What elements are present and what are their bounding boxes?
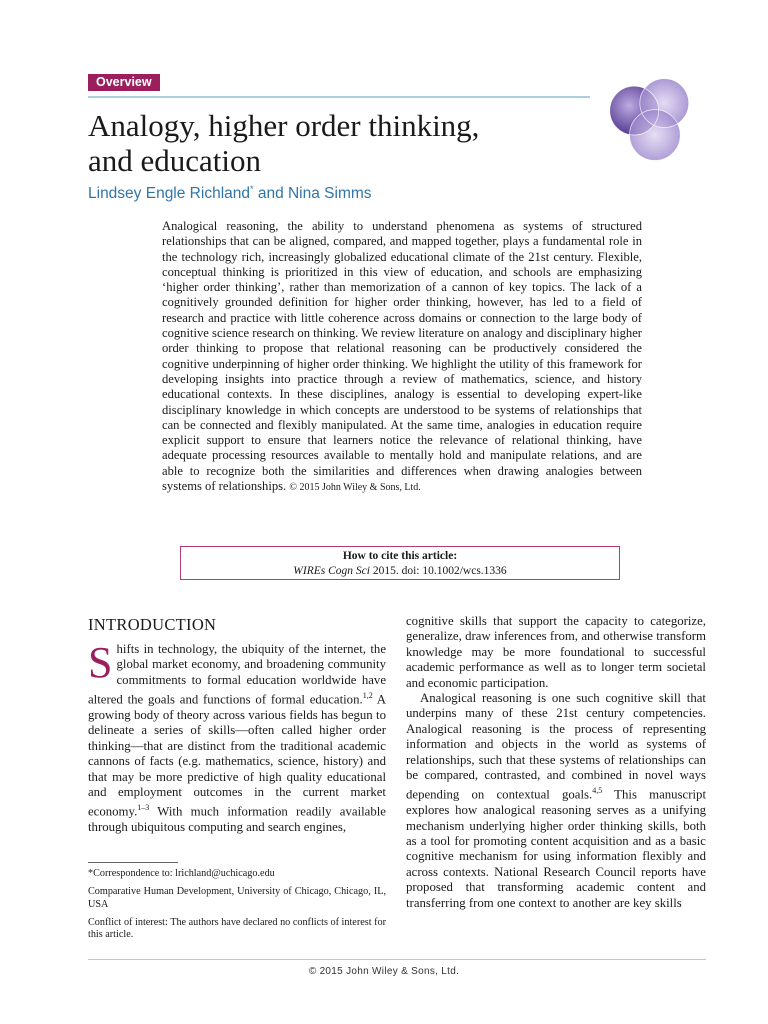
conflict-footnote: Conflict of interest: The authors have declared no conflicts of interest for this article. (88, 916, 386, 941)
intro-paragraph-1-continued: cognitive skills that support the capacity to categorize, generalize, draw inferences from, and otherwise transform knowledge may be more foundational to successful academic performance as well as to longer term societal and economic participation. (406, 614, 706, 690)
intro-p1-part-a: hifts in technology, the ubiquity of the internet, the global market economy, and broadening community commitments to formal education worldwide have altered the goals and functions of formal education. (88, 642, 386, 707)
abstract-copyright: © 2015 John Wiley & Sons, Ltd. (289, 482, 421, 494)
intro-paragraph-1 (88, 638, 386, 835)
intro-p2-part-b: This manuscript explores how analogical reasoning serves as a unifying mechanism underlying higher order thinking skills, both as a tool for promoting content acquisition and as a basic cognitive mechanism for using information flexibly and across contexts. National Research Council reports have proposed that transforming academic content and transferring from one context to another are key skills (406, 787, 706, 910)
page-footer: © 2015 John Wiley & Sons, Ltd. (308, 966, 460, 977)
intro-p2-part-a: Analogical reasoning is one such cognitive skill that underpins many of these 21st century competencies. Analogical reasoning is the process of representing information and objects in the world as systems of relationships, such that these systems of relationships can be compared, contrasted, and combined in novel ways depending on contextual goals. (406, 691, 706, 802)
intro-p1-part-c: With much information readily available through ubiquitous computing and search engines, (88, 804, 386, 834)
citation-box (180, 546, 620, 580)
correspondence-footnote[interactable]: *Correspondence to: lrichland@uchicago.edu (88, 868, 275, 879)
author-join[interactable]: and Nina Simms (253, 185, 372, 203)
drop-cap: S (88, 638, 113, 687)
reference-link-2[interactable]: 1–3 (137, 803, 150, 813)
introduction-heading: INTRODUCTION (88, 615, 217, 634)
citation-heading: How to cite this article: (342, 550, 458, 562)
article-title (88, 108, 588, 178)
citation-journal: WIREs Cogn Sci (293, 565, 370, 577)
footnote-rule (88, 862, 178, 863)
left-column (88, 614, 386, 835)
abstract-text: Analogical reasoning, the ability to understand phenomena as systems of structured relationships that can be aligned, compared, and mapped together, plays a fundamental role in the technology rich, increasingly globalized educational climate of the 21st century. Flexible, conceptual thinking is prioritized in this view of education, and schools are emphasizing ‘higher order thinking’, rather than memorization of a cannon of key topics. The lack of a cognitively grounded definition for higher order thinking, however, has led to a field of research and practice with little coherence across domains or connection to the large body of cognitive science research on thinking. We review literature on analogy and disciplinary higher order thinking to propose that relational reasoning can be productively considered the cognitive underpinning of higher order thinking. We highlight the utility of this framework for developing insights into practice through a review of mathematics, science, and history educational contexts. In these disciplines, analogy is essential to developing expert-like disciplinary knowledge in which concepts are understood to be systems of relationships that can be connected and flexibly manipulated. At the same time, analogies in education require explicit support to ensure that learners notice the relevance of relational thinking, have adequate processing resources available to mentally hold and manipulate relations, and are able to recognize both the similarities and differences when drawing analogies between systems of relationships. (162, 219, 642, 494)
affiliation-footnote: Comparative Human Development, University of Chicago, Chicago, IL, USA (88, 886, 386, 910)
title-line-2: and education (88, 143, 262, 178)
reference-link-1[interactable]: 1,2 (362, 691, 373, 701)
wires-venn-logo-icon (606, 73, 700, 167)
header-rule (88, 96, 590, 98)
author-1[interactable]: Lindsey Engle Richland (88, 185, 250, 203)
author-1-mark: * (250, 184, 254, 194)
intro-paragraph-2 (406, 691, 706, 911)
footnotes (88, 868, 386, 947)
reference-link-3[interactable]: 4,5 (592, 786, 603, 796)
footer-rule (88, 959, 706, 960)
right-column (406, 614, 706, 911)
title-line-1: Analogy, higher order thinking, (88, 108, 480, 143)
abstract (162, 219, 642, 495)
overview-tag: Overview (88, 74, 160, 91)
intro-p1-part-b: A growing body of theory across various fields has begun to delineate a series of skills—often called higher order thinking—that are distinct from the traditional academic cannons of facts (e.g. mathematics, science, history) and that may be more predictive of high quality educational and employment outcomes in the current market economy. (88, 692, 386, 819)
citation-doi[interactable]: 2015. doi: 10.1002/wcs.1336 (369, 565, 507, 577)
authors (88, 184, 372, 203)
